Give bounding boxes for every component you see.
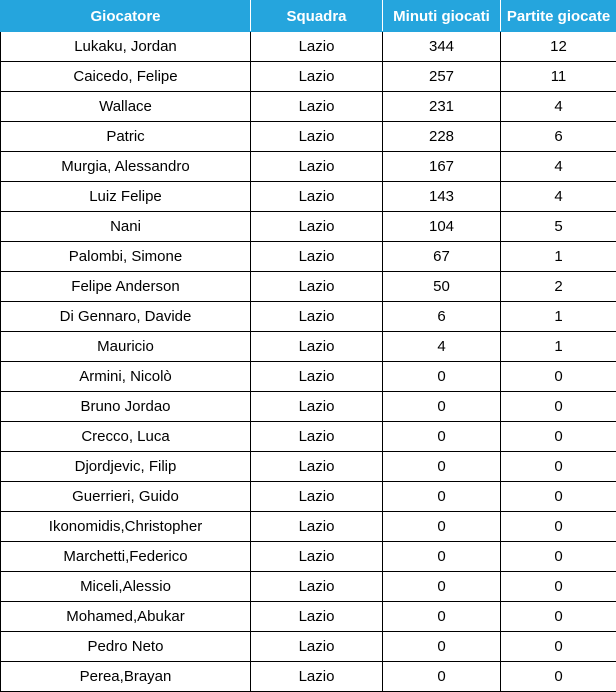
player-name-cell: Pedro Neto: [1, 632, 251, 662]
player-name-cell: Felipe Anderson: [1, 272, 251, 302]
minutes-played-cell: 4: [383, 332, 501, 362]
header-squadra: Squadra: [251, 1, 383, 32]
table-row: [1, 632, 616, 662]
player-name-cell: Luiz Felipe: [1, 182, 251, 212]
matches-played-cell: 0: [501, 452, 616, 482]
player-name-cell: Marchetti,Federico: [1, 542, 251, 572]
table-row: [1, 452, 616, 482]
player-name-cell: Ikonomidis,Christopher: [1, 512, 251, 542]
team-cell: Lazio: [251, 152, 383, 182]
header-row: [1, 1, 616, 32]
table-row: [1, 542, 616, 572]
table-row: [1, 182, 616, 212]
minutes-played-cell: 0: [383, 572, 501, 602]
player-name-cell: Caicedo, Felipe: [1, 62, 251, 92]
matches-played-cell: 11: [501, 62, 616, 92]
matches-played-cell: 12: [501, 32, 616, 62]
player-name-cell: Crecco, Luca: [1, 422, 251, 452]
minutes-played-cell: 231: [383, 92, 501, 122]
table-row: [1, 122, 616, 152]
matches-played-cell: 0: [501, 572, 616, 602]
table-row: [1, 392, 616, 422]
matches-played-cell: 6: [501, 122, 616, 152]
matches-played-cell: 4: [501, 92, 616, 122]
minutes-played-cell: 6: [383, 302, 501, 332]
matches-played-cell: 0: [501, 542, 616, 572]
player-name-cell: Bruno Jordao: [1, 392, 251, 422]
table-row: [1, 662, 616, 692]
team-cell: Lazio: [251, 182, 383, 212]
table-row: [1, 242, 616, 272]
player-name-cell: Wallace: [1, 92, 251, 122]
matches-played-cell: 0: [501, 362, 616, 392]
team-cell: Lazio: [251, 272, 383, 302]
table-row: [1, 212, 616, 242]
table-row: [1, 422, 616, 452]
matches-played-cell: 0: [501, 482, 616, 512]
minutes-played-cell: 143: [383, 182, 501, 212]
player-name-cell: Armini, Nicolò: [1, 362, 251, 392]
minutes-played-cell: 0: [383, 602, 501, 632]
minutes-played-cell: 67: [383, 242, 501, 272]
matches-played-cell: 4: [501, 182, 616, 212]
team-cell: Lazio: [251, 512, 383, 542]
player-name-cell: Patric: [1, 122, 251, 152]
minutes-played-cell: 104: [383, 212, 501, 242]
matches-played-cell: 5: [501, 212, 616, 242]
header-partite-giocate: Partite giocate: [501, 1, 616, 32]
player-name-cell: Nani: [1, 212, 251, 242]
player-name-cell: Lukaku, Jordan: [1, 32, 251, 62]
matches-played-cell: 0: [501, 632, 616, 662]
player-name-cell: Murgia, Alessandro: [1, 152, 251, 182]
header-minuti-giocati: Minuti giocati: [383, 1, 501, 32]
table-row: [1, 62, 616, 92]
team-cell: Lazio: [251, 32, 383, 62]
matches-played-cell: 0: [501, 422, 616, 452]
table-row: [1, 512, 616, 542]
minutes-played-cell: 228: [383, 122, 501, 152]
team-cell: Lazio: [251, 422, 383, 452]
team-cell: Lazio: [251, 302, 383, 332]
minutes-played-cell: 257: [383, 62, 501, 92]
matches-played-cell: 1: [501, 332, 616, 362]
minutes-played-cell: 0: [383, 362, 501, 392]
player-name-cell: Perea,Brayan: [1, 662, 251, 692]
team-cell: Lazio: [251, 92, 383, 122]
table-row: [1, 602, 616, 632]
team-cell: Lazio: [251, 572, 383, 602]
team-cell: Lazio: [251, 332, 383, 362]
team-cell: Lazio: [251, 392, 383, 422]
player-name-cell: Di Gennaro, Davide: [1, 302, 251, 332]
table-row: [1, 572, 616, 602]
team-cell: Lazio: [251, 632, 383, 662]
minutes-played-cell: 50: [383, 272, 501, 302]
table-row: [1, 92, 616, 122]
team-cell: Lazio: [251, 62, 383, 92]
team-cell: Lazio: [251, 452, 383, 482]
player-name-cell: Mauricio: [1, 332, 251, 362]
team-cell: Lazio: [251, 362, 383, 392]
team-cell: Lazio: [251, 242, 383, 272]
matches-played-cell: 0: [501, 392, 616, 422]
matches-played-cell: 0: [501, 512, 616, 542]
matches-played-cell: 1: [501, 242, 616, 272]
table-header: [1, 1, 616, 32]
minutes-played-cell: 0: [383, 422, 501, 452]
player-name-cell: Guerrieri, Guido: [1, 482, 251, 512]
minutes-played-cell: 0: [383, 482, 501, 512]
table-row: [1, 32, 616, 62]
minutes-played-cell: 344: [383, 32, 501, 62]
table-row: [1, 272, 616, 302]
minutes-played-cell: 0: [383, 392, 501, 422]
player-name-cell: Miceli,Alessio: [1, 572, 251, 602]
team-cell: Lazio: [251, 482, 383, 512]
table-row: [1, 332, 616, 362]
table-row: [1, 302, 616, 332]
minutes-played-cell: 0: [383, 452, 501, 482]
minutes-played-cell: 0: [383, 632, 501, 662]
matches-played-cell: 1: [501, 302, 616, 332]
matches-played-cell: 0: [501, 602, 616, 632]
minutes-played-cell: 167: [383, 152, 501, 182]
player-name-cell: Palombi, Simone: [1, 242, 251, 272]
matches-played-cell: 2: [501, 272, 616, 302]
team-cell: Lazio: [251, 542, 383, 572]
table-body: [1, 32, 616, 692]
header-giocatore: Giocatore: [1, 1, 251, 32]
minutes-played-cell: 0: [383, 542, 501, 572]
matches-played-cell: 0: [501, 662, 616, 692]
table-row: [1, 482, 616, 512]
table-row: [1, 152, 616, 182]
minutes-played-cell: 0: [383, 662, 501, 692]
table-row: [1, 362, 616, 392]
player-name-cell: Djordjevic, Filip: [1, 452, 251, 482]
matches-played-cell: 4: [501, 152, 616, 182]
team-cell: Lazio: [251, 212, 383, 242]
team-cell: Lazio: [251, 122, 383, 152]
team-cell: Lazio: [251, 602, 383, 632]
minutes-played-cell: 0: [383, 512, 501, 542]
team-cell: Lazio: [251, 662, 383, 692]
player-name-cell: Mohamed,Abukar: [1, 602, 251, 632]
